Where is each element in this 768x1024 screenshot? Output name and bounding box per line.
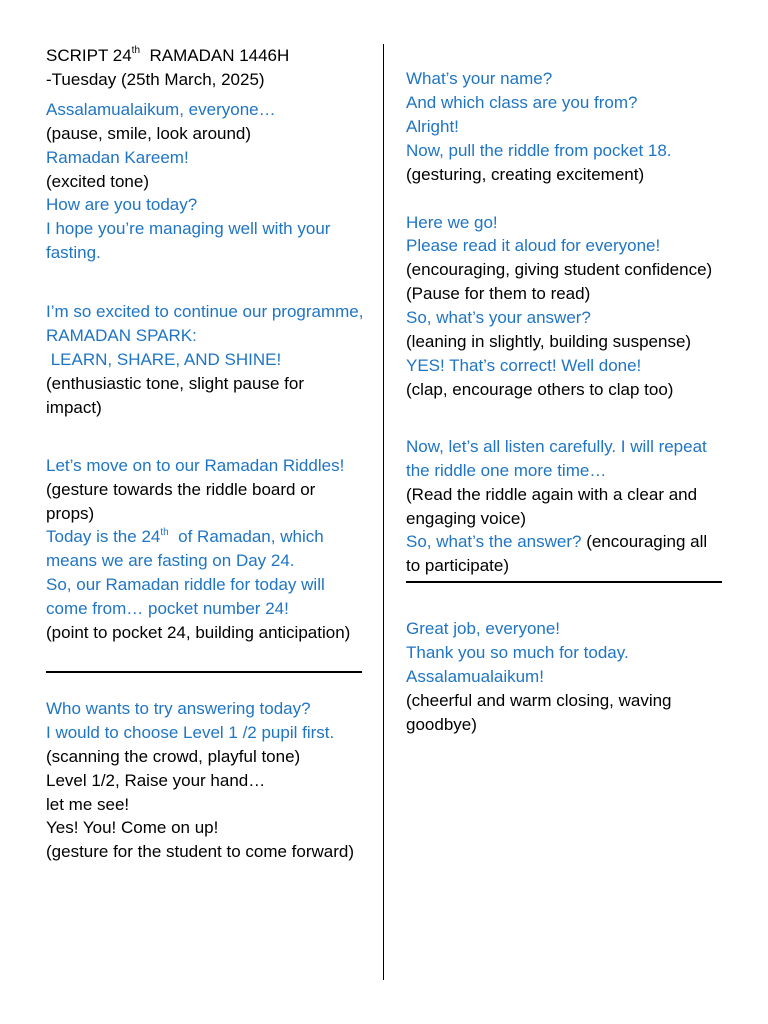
- letme-line: let me see!: [46, 794, 130, 814]
- readaloud-line: Please read it aloud for everyone!: [406, 236, 661, 256]
- column-divider: [383, 44, 384, 980]
- greeting-line: Assalamualaikum, everyone…: [46, 99, 276, 119]
- correct-line: YES! That’s correct! Well done!: [406, 355, 642, 375]
- pull-cue: (gesturing, creating excitement): [406, 164, 645, 184]
- today-line: Today is the 24th of Ramadan, which means we are fasting on Day 24.: [46, 526, 329, 571]
- alright-line: Alright!: [406, 116, 459, 136]
- scan-cue: (scanning the crowd, playful tone): [46, 746, 301, 766]
- kareem-cue: (excited tone): [46, 171, 149, 191]
- riddles-line: Let’s move on to our Ramadan Riddles!: [46, 455, 345, 475]
- salam-line: Assalamualaikum!: [406, 667, 544, 687]
- who-line: Who wants to try answering today?: [46, 698, 311, 718]
- kareem-line: Ramadan Kareem!: [46, 147, 189, 167]
- left-column: [46, 44, 364, 864]
- spark-cue: (enthusiastic tone, slight pause for impact): [46, 373, 304, 417]
- again-cue: (Read the riddle again with a clear and engaging voice): [406, 484, 698, 528]
- final-question-line: So, what’s the answer? (encouraging all to participate): [406, 532, 712, 576]
- pocket-cue: (point to pocket 24, building anticipation): [46, 623, 351, 643]
- herewego-line: Here we go!: [406, 212, 498, 232]
- forward-cue: (gesture for the student to come forward): [46, 842, 355, 862]
- listen-line: Now, let’s all listen carefully. I will repeat the riddle one more time…: [406, 436, 707, 480]
- closing-cue: (cheerful and warm closing, waving goodbye): [406, 690, 672, 734]
- thanks-line: Thank you so much for today.: [406, 643, 629, 663]
- lean-cue: (leaning in slightly, building suspense): [406, 332, 692, 352]
- confidence-cue: (encouraging, giving student confidence): [406, 260, 713, 280]
- hope-line: I hope you’re managing well with your fasting.: [46, 219, 331, 263]
- class-line: And which class are you from?: [406, 92, 638, 112]
- pull-line: Now, pull the riddle from pocket 18.: [406, 140, 672, 160]
- greatjob-line: Great job, everyone!: [406, 619, 561, 639]
- script-title: SCRIPT 24th RAMADAN 1446H: [46, 45, 290, 65]
- name-line: What’s your name?: [406, 69, 553, 88]
- script-date: -Tuesday (25th March, 2025): [46, 69, 265, 89]
- raise-line: Level 1/2, Raise your hand…: [46, 770, 266, 790]
- greeting-cue: (pause, smile, look around): [46, 123, 252, 143]
- pause-cue: (Pause for them to read): [406, 284, 591, 304]
- pocket-line: So, our Ramadan riddle for today will come from… pocket number 24!: [46, 575, 325, 619]
- yes-line: Yes! You! Come on up!: [46, 818, 219, 838]
- answer-line: So, what’s your answer?: [406, 308, 591, 328]
- excited-line: I’m so excited to continue our programme,: [46, 302, 364, 322]
- spark-line: RAMADAN SPARK:: [46, 326, 197, 346]
- right-column: [406, 67, 722, 737]
- riddles-cue: (gesture towards the riddle board or props): [46, 479, 316, 523]
- spark-sub-line: LEARN, SHARE, AND SHINE!: [46, 349, 282, 369]
- how-line: How are you today?: [46, 195, 198, 215]
- clap-cue: (clap, encourage others to clap too): [406, 379, 674, 399]
- level-line: I would to choose Level 1 /2 pupil first.: [46, 722, 335, 742]
